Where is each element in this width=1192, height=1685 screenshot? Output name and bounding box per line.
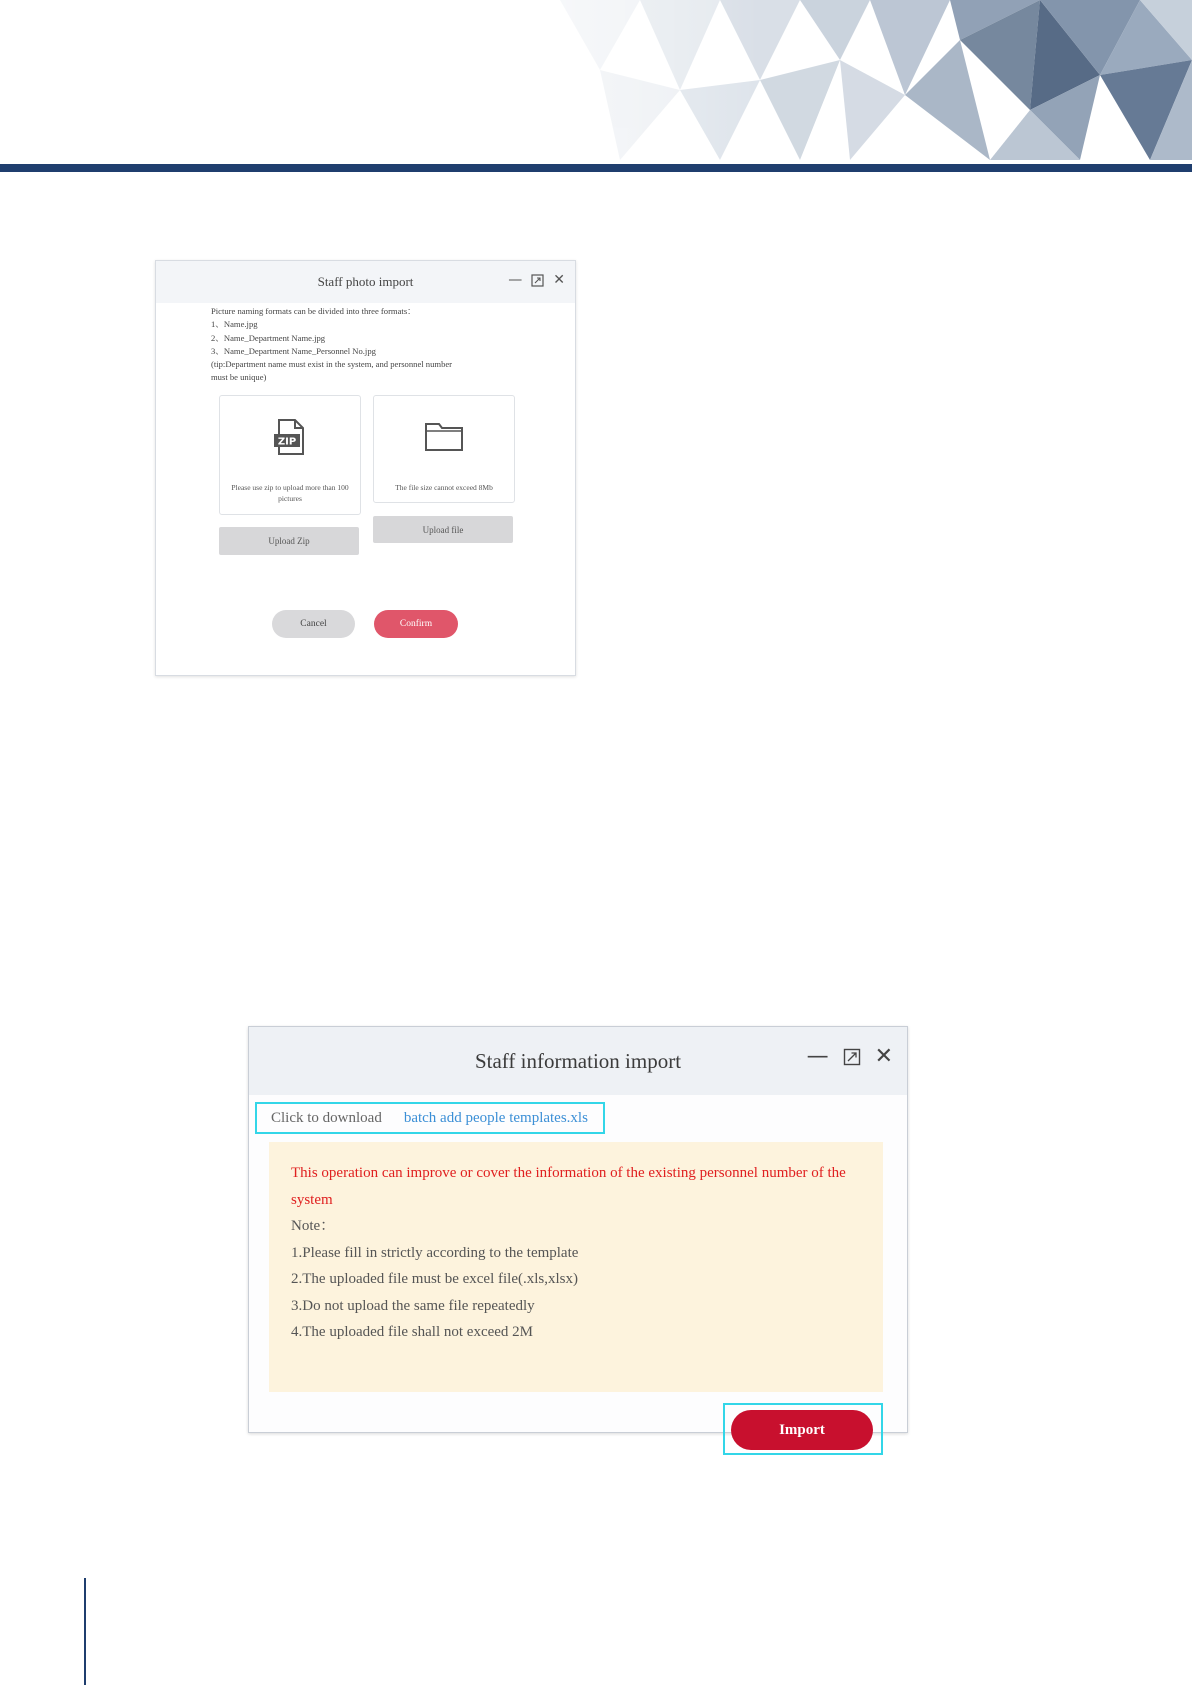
folder-icon <box>424 420 464 457</box>
zip-file-icon <box>273 418 307 461</box>
zip-icon-label: ZIP <box>277 436 297 448</box>
window-controls <box>807 1043 893 1071</box>
confirm-button[interactable]: Confirm <box>374 610 458 638</box>
download-prefix-label: Click to download <box>271 1109 382 1126</box>
staff-information-import-dialog <box>248 1026 908 1438</box>
import-button[interactable]: Import <box>731 1410 873 1450</box>
page-header-banner <box>0 0 1192 175</box>
note-item: 2.The uploaded file must be excel file(.xls,xlsx) <box>291 1271 578 1287</box>
import-notice-panel <box>269 1142 883 1392</box>
instruction-line: 3、Name_Department Name_Personnel No.jpg <box>211 345 376 356</box>
note-heading: Note： <box>291 1218 336 1234</box>
banner-pattern <box>0 0 1192 175</box>
zip-upload-card[interactable] <box>219 395 361 515</box>
template-download-row <box>255 1102 605 1134</box>
maximize-icon[interactable] <box>531 271 544 289</box>
minimize-icon[interactable]: — <box>806 1044 829 1069</box>
dialog-title: Staff information import <box>474 1049 682 1073</box>
overwrite-warning: This operation can improve or cover the information of the existing personnel number of the system <box>291 1165 846 1208</box>
minimize-icon[interactable]: — <box>508 272 523 288</box>
instruction-line: 1、Name.jpg <box>211 319 258 330</box>
note-item: 4.The uploaded file shall not exceed 2M <box>291 1324 534 1340</box>
instruction-line: (tip:Department name must exist in the system, and personnel number <box>211 359 453 370</box>
page-margin-rule <box>84 1578 86 1685</box>
instruction-line: 2、Name_Department Name.jpg <box>211 332 326 343</box>
upload-zip-button[interactable]: Upload Zip <box>219 527 359 555</box>
instruction-line: must be unique) <box>211 372 267 383</box>
note-item: 3.Do not upload the same file repeatedly <box>291 1297 535 1314</box>
instruction-line: Picture naming formats can be divided into three formats： <box>211 306 416 316</box>
window-controls <box>508 271 565 289</box>
note-item: 1.Please fill in strictly according to the template <box>291 1244 579 1261</box>
cancel-button[interactable]: Cancel <box>272 610 355 638</box>
close-icon[interactable]: ✕ <box>874 1044 893 1069</box>
dialog-title: Staff photo import <box>317 274 414 289</box>
naming-format-instructions <box>211 305 541 385</box>
dialog-titlebar <box>156 261 575 303</box>
file-upload-card[interactable] <box>373 395 515 503</box>
zip-card-text: Please use zip to upload more than 100 pictures <box>231 483 349 503</box>
dialog-titlebar <box>249 1027 907 1095</box>
maximize-icon[interactable] <box>843 1043 861 1071</box>
staff-photo-import-dialog <box>155 260 576 676</box>
upload-file-button[interactable]: Upload file <box>373 516 513 543</box>
template-download-link[interactable]: batch add people templates.xls <box>403 1109 588 1126</box>
file-card-text: The file size cannot exceed 8Mb <box>395 483 493 492</box>
close-icon[interactable]: ✕ <box>553 272 565 288</box>
